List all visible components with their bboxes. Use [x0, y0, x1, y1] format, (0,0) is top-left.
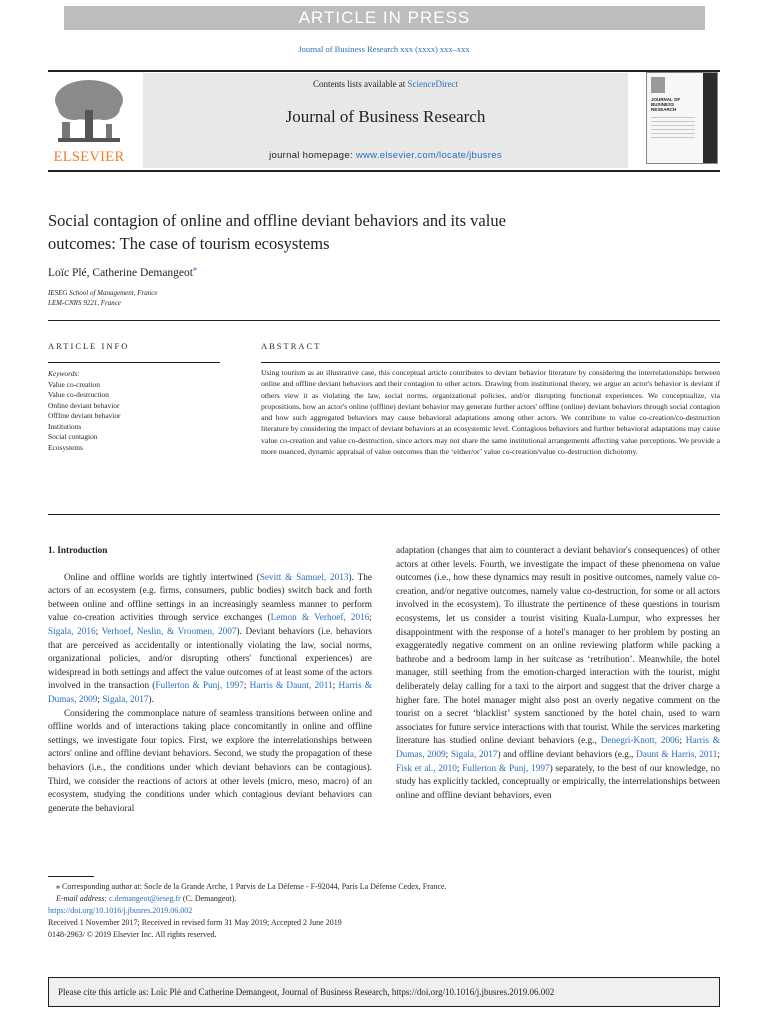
- copyright-notice: 0148-2963/ © 2019 Elsevier Inc. All rights reserved.: [48, 930, 217, 939]
- citation-link[interactable]: Harris & Dumas, 2009: [396, 736, 720, 760]
- sciencedirect-link[interactable]: ScienceDirect: [407, 79, 458, 89]
- paragraph: Online and offline worlds are tightly intertwined (Sevitt & Samuel, 2013). The actors of an ecosystem (e.g. firms, consumers, public bodies) switch back and forth between online and offline settings in an increasingly seamless manner to perform value co-creation activities through service exchanges (Lemon & Verhoef, 2016; Sigala, 2016; Verhoef, Neslin, & Vroomen, 2007). Deviant behaviors (i.e. behaviors that are perceived as accidentally or intentionally violating the law, social norms, organizational policies, and/or disrupting others' functional experiences) are widespread in both settings and affect the value outcomes of at least some of the actors involved in the transaction (Fullerton & Punj, 1997; Harris & Daunt, 2011; Harris & Dumas, 2009; Sigala, 2017).: [48, 572, 373, 705]
- paragraph: adaptation (changes that aim to counteract a deviant behavior's consequences) of other actors at other levels. Fourth, we investigate the impact of these phenomena on value outcomes (i.e., how these dynamics may result in positive outcomes, namely value co-creation, and/or negative outcomes, namely value co-destruction, for some or all actors involved in the ecosystem). To illustrate the pertinence of these questions in tourism ecosystems, let us consider a tourist visiting Kuala-Lumpur, who expresses her disappointment with the response of a hotel's manager to her problem by posting an exaggeratedly negative comment on an online reviewing platform while packing a bathrobe and a bedroom lamp in her suitcase as ‘retribution’. Meanwhile, the hotel manager, still seething from the emotion-charged interaction with the tourist, might deliberately delay calling for a taxi to the airport and suggest that the driver charge a higher fare. The hotel manager might also post an overly negative comment on the tourist on a secret ‘blacklist’ system sanctioned by the hotel chain, used to warn associates for future service interactions with that tourist. While the services marketing literature has studied online deviant behaviors (e.g., Denegri-Knott, 2006; Harris & Dumas, 2009; Sigala, 2017) and offline deviant behaviors (e.g., Daunt & Harris, 2011; Fisk et al., 2010; Fullerton & Punj, 1997) separately, to the best of our knowledge, no study has explicitly tackled, conceptually or empirically, the interrelationships between online and offline deviant behaviors, even: [396, 546, 720, 801]
- citation-link[interactable]: Sigala, 2016: [48, 626, 96, 637]
- keyword-item: Value co-destruction: [48, 390, 109, 399]
- author-names: Loïc Plé, Catherine Demangeot: [48, 266, 193, 279]
- citation-link[interactable]: Harris & Daunt, 2011: [249, 681, 333, 692]
- abstract-heading: ABSTRACT: [261, 341, 322, 351]
- citation-link[interactable]: Daunt & Harris, 2011: [636, 749, 718, 760]
- cover-mini-logo: [651, 77, 665, 93]
- footnotes: [48, 881, 447, 941]
- please-cite-box: Please cite this article as: Loïc Plé and Catherine Demangeot, Journal of Business Research, https://doi.org/10.1016/j.jbusres.2019.06.002: [48, 977, 720, 1007]
- citation-link[interactable]: Fullerton & Punj, 1997: [155, 681, 244, 692]
- citation-link[interactable]: Lemon & Verhoef, 2016: [270, 613, 370, 624]
- affiliation-rule: [48, 320, 720, 321]
- doi-link[interactable]: https://doi.org/10.1016/j.jbusres.2019.06.002: [48, 906, 193, 915]
- affiliation-1: IESEG School of Management, France: [48, 289, 158, 297]
- cover-text-lines: [651, 117, 695, 141]
- abstract-bottom-rule: [48, 514, 720, 515]
- keyword-item: Value co-creation: [48, 379, 100, 389]
- affiliations: [48, 288, 157, 308]
- corresponding-author-mark[interactable]: ⁎: [192, 264, 197, 273]
- citation-link[interactable]: Sigala, 2017: [450, 749, 498, 760]
- keywords-list: [48, 369, 121, 453]
- article-title: [48, 209, 688, 255]
- citation-link[interactable]: Sigala, 2017: [102, 694, 149, 705]
- corresponding-author-footnote: ⁎ Corresponding author at: Socle de la Grande Arche, 1 Parvis de La Défense - F-92044, Paris La Défense Cedex, France.: [56, 882, 447, 891]
- keywords-label: Keywords:: [48, 369, 80, 378]
- article-info-heading: ARTICLE INFO: [48, 341, 130, 351]
- article-title-line-2: outcomes: The case of tourism ecosystems: [48, 234, 330, 253]
- section-heading-introduction: 1. Introduction: [48, 546, 108, 556]
- keyword-item: Ecosystems: [48, 442, 83, 452]
- abstract-text: Using tourism as an illustrative case, this conceptual article contributes to deviant behavior literature by considering the interrelationships between online and offline deviant behaviors and their contagion to other actors. Drawing from institutional theory, we argue an actor's behavior is deviant if others view it as violating the law, social norms, organizational policies, and/or disrupting functional experiences. We conceptualize, via propositions, how an actor's online (offline) deviant behavior may generate further actors' offline (online) deviant behaviors through social contagion and how such aggregated behaviors may cause behavioral adaptations among other actors. We contribute to value co-creation/co-destruction literature by considering the impact of deviant behaviors at an ecosystemic level. Contagious behaviors and further behavioral adaptations may cause value co-creation and value co-destruction, since actors may not share the same institutional arrangements affecting value perceptions. We provide a more nuanced, dynamic appraisal of value outcomes than the ‘either/or’ value co-creation/value co-destruction dichotomy.: [261, 368, 720, 457]
- keyword-item: Offline deviant behavior: [48, 411, 121, 420]
- keyword-item: Institutions: [48, 421, 82, 431]
- email-footnote: E-mail address: c.demangeot@ieseg.fr (C. Demangeot).: [56, 894, 237, 903]
- contents-available-line: [143, 79, 628, 89]
- article-info-rule: [48, 362, 220, 363]
- header-rule-top: [48, 70, 720, 72]
- cover-spine-bar: [703, 73, 717, 163]
- citation-link[interactable]: Denegri-Knott, 2006: [600, 736, 680, 747]
- article-title-line-1: Social contagion of online and offline deviant behaviors and its value: [48, 211, 506, 230]
- affiliation-2: LEM-CNRS 9221, France: [48, 299, 121, 307]
- email-link[interactable]: c.demangeot@ieseg.fr: [109, 894, 181, 903]
- received-dates: Received 1 November 2017; Received in revised form 31 May 2019; Accepted 2 June 2019: [48, 918, 342, 927]
- journal-cover-thumbnail: [646, 72, 718, 164]
- body-column-right: [396, 545, 720, 803]
- journal-citation-link[interactable]: Journal of Business Research xxx (xxxx) xxx–xxx: [298, 44, 470, 54]
- journal-header-box: [143, 73, 628, 168]
- keyword-item: Social contagion: [48, 432, 98, 441]
- footnote-rule: [48, 876, 94, 877]
- contents-prefix: Contents lists available at: [313, 79, 408, 89]
- cover-title: JOURNAL OF BUSINESS RESEARCH: [651, 97, 681, 112]
- citation-link[interactable]: Verhoef, Neslin, & Vroomen, 2007: [101, 626, 237, 637]
- keyword-item: Online deviant behavior: [48, 400, 120, 410]
- journal-homepage-line: [143, 150, 628, 161]
- citation-link[interactable]: Harris & Dumas, 2009: [48, 681, 372, 705]
- body-column-left: [48, 545, 372, 816]
- publisher-wordmark: ELSEVIER: [53, 149, 125, 165]
- author-list: [48, 264, 197, 279]
- citation-link[interactable]: Fullerton & Punj, 1997: [462, 763, 550, 774]
- homepage-prefix: journal homepage:: [269, 150, 356, 161]
- article-in-press-banner: ARTICLE IN PRESS: [64, 6, 705, 30]
- citation-link[interactable]: Sevitt & Samuel, 2013: [259, 572, 349, 583]
- citation-link[interactable]: Fisk et al., 2010: [396, 763, 457, 774]
- homepage-link[interactable]: www.elsevier.com/locate/jbusres: [355, 150, 502, 161]
- paragraph: Considering the commonplace nature of seamless transitions between online and offline worlds and of interactions taking place concomitantly in online and offline settings, we investigate four topics. First, we explore the interrelationships between actors' online and offline deviant behaviors. Second, we study the propagation of these behaviors (i.e., the conditions under which deviant behaviors can be contagious). Third, we consider the reactions of actors at other levels (micro, meso, macro) of an ecosystem, studying the conditions under which contagious deviant behaviors can generate the behavioral: [48, 708, 372, 814]
- abstract-rule: [261, 362, 720, 363]
- header-rule-bottom: [48, 170, 720, 172]
- journal-title: Journal of Business Research: [285, 107, 486, 126]
